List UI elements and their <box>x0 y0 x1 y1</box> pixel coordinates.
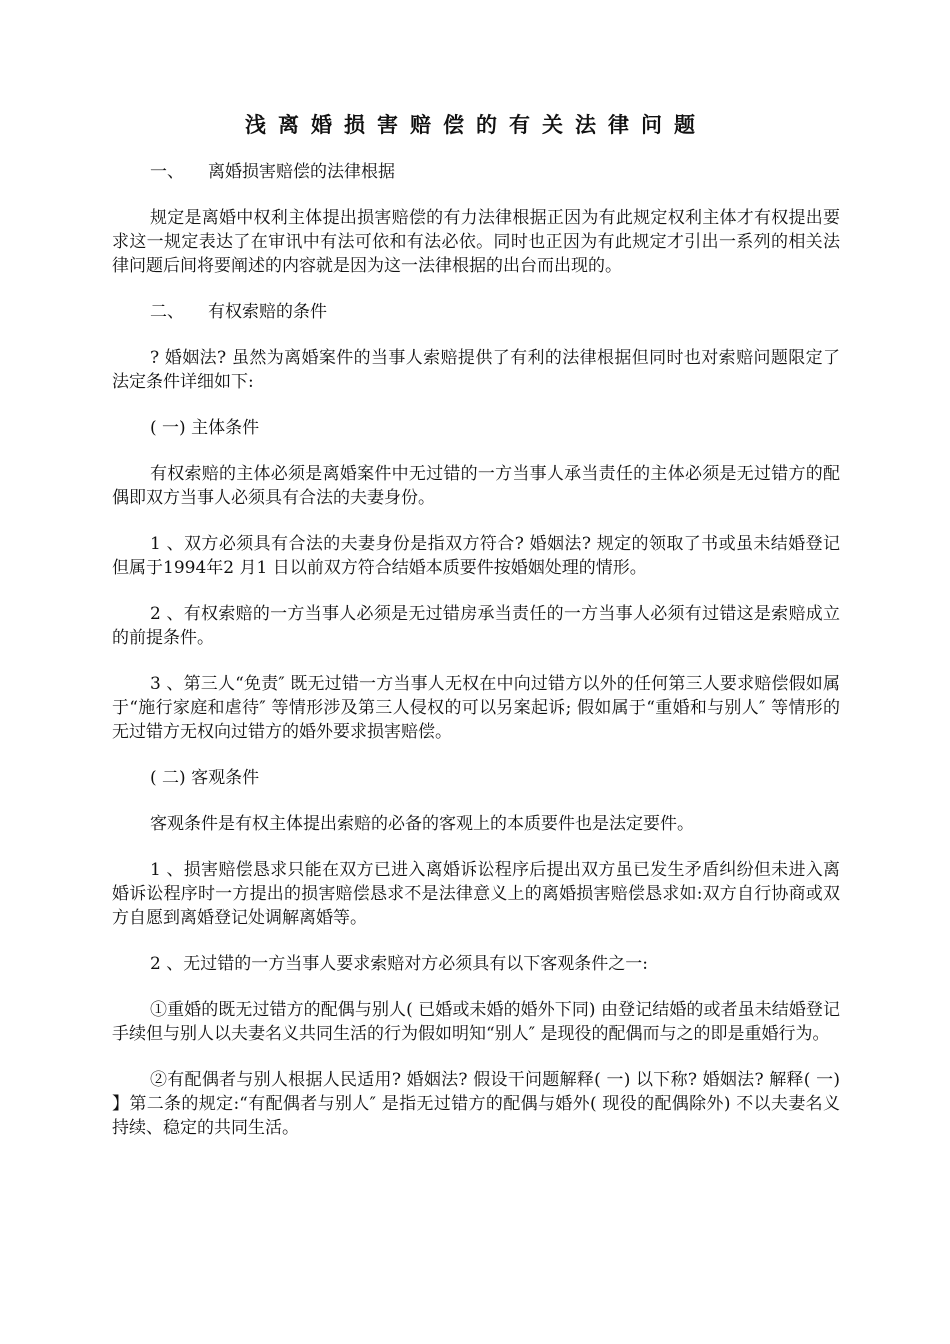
paragraph-4: 1 、双方必须具有合法的夫妻身份是指双方符合? 婚姻法? 规定的领取了书或虽未结婚登记但属于1994年2 月1 日以前双方符合结婚本质要件按婚姻处理的情形。 <box>112 534 840 578</box>
section-heading-2 <box>112 300 840 324</box>
paragraph-3: 有权索赔的主体必须是离婚案件中无过错的一方当事人承当责任的主体必须是无过错方的配偶即双方当事人必须具有合法的夫妻身份。 <box>112 464 840 508</box>
document-page <box>112 110 840 1162</box>
paragraph-8: 1 、损害赔偿恳求只能在双方已进入离婚诉讼程序后提出双方虽已发生矛盾纠纷但未进入离婚诉讼程序时一方提出的损害赔偿恳求不是法律意义上的离婚损害赔偿恳求如:双方自行协商或双方自愿到离婚登记处调解离婚等。 <box>112 860 840 928</box>
paragraph-7: 客观条件是有权主体提出索赔的必备的客观上的本质要件也是法定要件。 <box>150 814 694 834</box>
paragraph-5: 2 、有权索赔的一方当事人必须是无过错房承当责任的一方当事人必须有过错这是索赔成立的前提条件。 <box>112 604 840 648</box>
subsection-heading-1: ( 一) 主体条件 <box>150 418 260 438</box>
paragraph-2: ? 婚姻法? 虽然为离婚案件的当事人索赔提供了有利的法律根据但同时也对索赔问题限定了法定条件详细如下: <box>112 348 840 392</box>
section-heading-1 <box>112 160 840 184</box>
section-heading-text: 有权索赔的条件 <box>208 302 327 322</box>
paragraph-6: 3 、第三人“免责″ 既无过错一方当事人无权在中向过错方以外的任何第三人要求赔偿假如属于“施行家庭和虐待″ 等情形涉及第三人侵权的可以另案起诉; 假如属于“重婚和与别人″ 等情形的无过错方无权向过错方的婚外要求损害赔偿。 <box>112 674 840 742</box>
paragraph-9: 2 、无过错的一方当事人要求索赔对方必须具有以下客观条件之一: <box>150 954 648 974</box>
section-number: 二、 <box>150 302 184 322</box>
paragraph-1: 规定是离婚中权利主体提出损害赔偿的有力法律根据正因为有此规定权利主体才有权提出要求这一规定表达了在审讯中有法可依和有法必依。同时也正因为有此规定才引出一系列的相关法律问题后间将要阐述的内容就是因为这一法律根据的出台而出现的。 <box>112 208 840 276</box>
section-heading-text: 离婚损害赔偿的法律根据 <box>208 162 395 182</box>
subsection-heading-2: ( 二) 客观条件 <box>150 768 260 788</box>
section-number: 一、 <box>150 162 184 182</box>
paragraph-10: ①重婚的既无过错方的配偶与别人( 已婚或未婚的婚外下同) 由登记结婚的或者虽未结婚登记手续但与别人以夫妻名义共同生活的行为假如明知“别人″ 是现役的配偶而与之的即是重婚行为。 <box>112 1000 840 1044</box>
document-title: 浅离婚损害赔偿的有关法律问题 <box>245 112 707 137</box>
paragraph-11: ②有配偶者与别人根据人民适用? 婚姻法? 假设干问题解释( 一) 以下称? 婚姻法? 解释( 一) 】第二条的规定:“有配偶者与别人″ 是指无过错方的配偶与婚外( 现役的配偶除外) 不以夫妻名义持续、稳定的共同生活。 <box>112 1070 840 1138</box>
